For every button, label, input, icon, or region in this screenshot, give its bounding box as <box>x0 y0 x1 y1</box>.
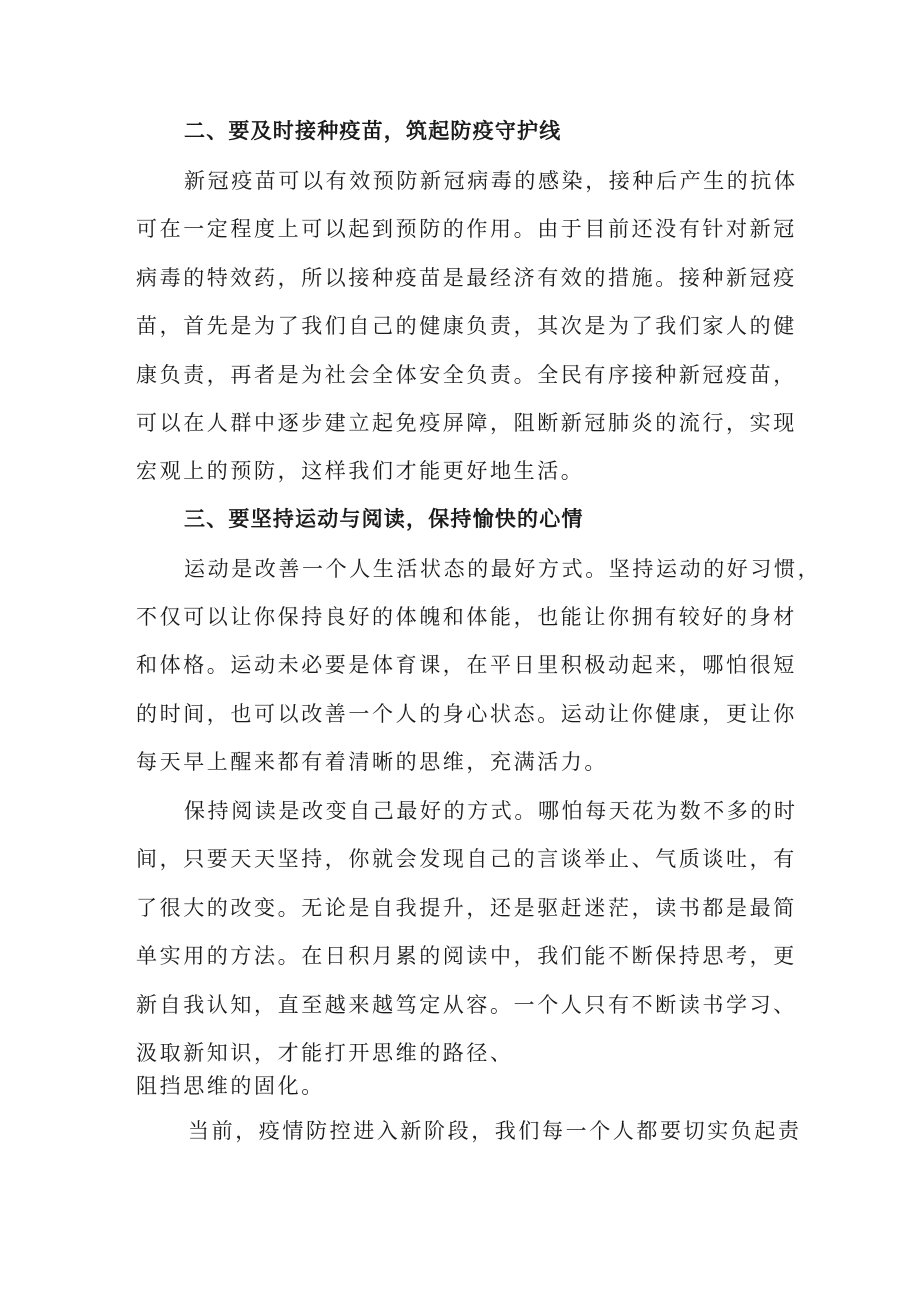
section-2-line: 可以在人群中逐步建立起免疫屏障，阻断新冠肺炎的流行，实现 <box>136 411 797 435</box>
section-2-line: 新冠疫苗可以有效预防新冠病毒的感染，接种后产生的抗体 <box>184 169 798 193</box>
section-3-para-2-line: 间，只要天天坚持，你就会发现自己的言谈举止、气质谈吐，有 <box>136 847 797 871</box>
section-2-line: 病毒的特效药，所以接种疫苗是最经济有效的措施。接种新冠疫 <box>136 266 797 290</box>
section-3-para-2-line: 阻挡思维的固化。 <box>136 1074 325 1098</box>
section-3-para-1-line: 的时间，也可以改善一个人的身心状态。运动让你健康，更让你 <box>136 702 797 726</box>
section-3-para-2-line: 保持阅读是改变自己最好的方式。哪怕每天花为数不多的时 <box>184 799 798 823</box>
section-2-line: 宏观上的预防，这样我们才能更好地生活。 <box>136 459 585 483</box>
section-3-para-1-line: 运动是改善一个人生活状态的最好方式。坚持运动的好习惯， <box>184 557 822 581</box>
section-2-line: 可在一定程度上可以起到预防的作用。由于目前还没有针对新冠 <box>136 217 797 241</box>
section-3-para-2-line: 单实用的方法。在日积月累的阅读中，我们能不断保持思考，更 <box>136 944 797 968</box>
section-3-para-1-line: 和体格。运动未必要是体育课，在平日里积极动起来，哪怕很短 <box>136 653 797 677</box>
section-3-para-1-line: 每天早上醒来都有着清晰的思维，充满活力。 <box>136 750 608 774</box>
section-3-para-2-line: 汲取新知识，才能打开思维的路径、 <box>136 1041 514 1065</box>
section-3-para-1-line: 不仅可以让你保持良好的体魄和体能，也能让你拥有较好的身材 <box>136 605 797 629</box>
section-3-para-2-line: 新自我认知，直至越来越笃定从容。一个人只有不断读书学习、 <box>136 993 797 1017</box>
section-2-heading: 二、要及时接种疫苗，筑起防疫守护线 <box>184 119 562 143</box>
section-2-line: 康负责，再者是为社会全体安全负责。全民有序接种新冠疫苗， <box>136 363 797 387</box>
section-2-line: 苗，首先是为了我们自己的健康负责，其次是为了我们家人的健 <box>136 314 797 338</box>
section-3-heading: 三、要坚持运动与阅读，保持愉快的心情 <box>184 507 584 531</box>
section-3-para-2-line: 了很大的改变。无论是自我提升，还是驱赶迷茫，读书都是最简 <box>136 896 797 920</box>
closing-line: 当前，疫情防控进入新阶段，我们每一个人都要切实负起责 <box>188 1119 802 1143</box>
